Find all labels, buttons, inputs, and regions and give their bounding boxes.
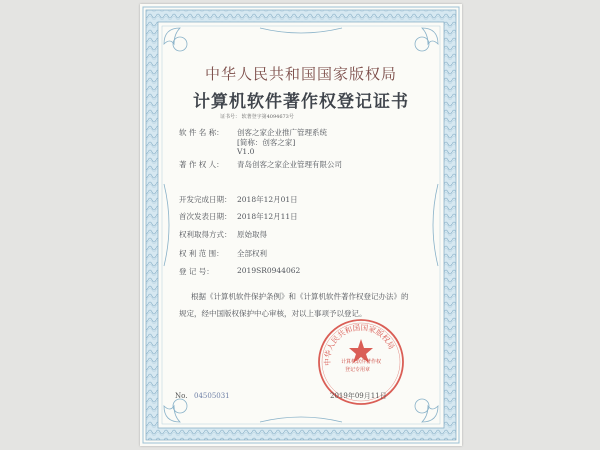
scope-label: 权 利 范 围： xyxy=(179,249,224,258)
seal-text-line1: 计算机软件著作权 xyxy=(341,359,382,365)
certificate-title: 计算机软件著作权登记证书 xyxy=(193,92,409,112)
completion-date-value: 2018年12月01日 xyxy=(237,195,298,204)
software-short-name: [简称：创客之家] xyxy=(237,138,296,147)
registration-number: 2019SR0944062 xyxy=(237,266,301,275)
issue-date: 2019年09月11日 xyxy=(330,392,387,400)
software-version: V1.0 xyxy=(237,147,255,156)
authority-title: 中华人民共和国国家版权局 xyxy=(204,65,397,83)
acquisition-label: 权利取得方式： xyxy=(179,230,232,239)
scope-value: 全部权利 xyxy=(237,249,267,258)
first-publish-label: 首次发表日期： xyxy=(179,212,232,221)
owner-label: 著 作 权 人： xyxy=(179,160,224,169)
software-name-label: 软 件 名 称： xyxy=(179,128,224,137)
certificate-number: 证书号： 软著登字第4094673号 xyxy=(220,114,294,120)
software-name-value: 创客之家企业推广管理系统 xyxy=(237,128,327,137)
body-text-line2: 规定，经中国版权保护中心审核，对以上事项予以登记。 xyxy=(179,309,367,318)
first-publish-value: 2018年12月11日 xyxy=(237,212,298,221)
registration-label: 登 记 号： xyxy=(179,267,214,276)
body-text-line1: 根据《计算机软件保护条例》和《计算机软件著作权登记办法》的 xyxy=(191,292,409,301)
serial-number: 04505031 xyxy=(194,392,230,400)
seal-text-line2: 登记专用章 xyxy=(345,367,371,373)
completion-date-label: 开发完成日期： xyxy=(179,195,232,204)
serial-label: No. xyxy=(175,392,188,400)
acquisition-value: 原始取得 xyxy=(237,230,267,239)
owner-value: 青岛创客之家企业管理有限公司 xyxy=(237,160,342,169)
svg-text:中华人民共和国国家版权局: 中华人民共和国国家版权局 xyxy=(322,323,397,366)
